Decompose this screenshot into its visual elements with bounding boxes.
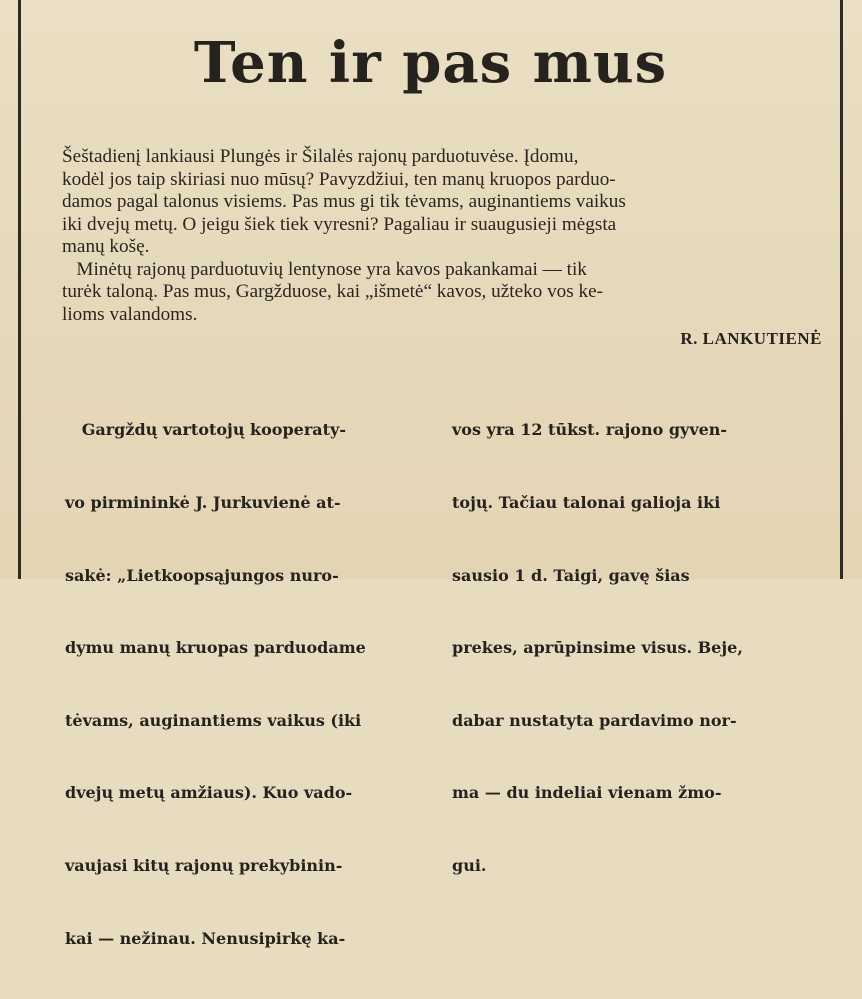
reply-line: prekes, aprūpinsime visus. Beje, xyxy=(452,638,743,658)
reply-line: ma — du indeliai vienam žmo- xyxy=(452,783,722,803)
article-title: Ten ir pas mus xyxy=(193,30,668,96)
frame-rule-right xyxy=(840,0,843,579)
article-intro xyxy=(62,146,822,326)
reply-line: sakė: „Lietkoopsąjungos nuro- xyxy=(65,565,339,585)
intro-line: Minėtų rajonų parduotuvių lentynose yra kavos pakankamai — tik xyxy=(62,258,587,280)
reply-line: dabar nustatyta pardavimo nor- xyxy=(452,710,737,730)
intro-line: damos pagal talonus visiems. Pas mus gi tik tėvams, auginantiems vaikus xyxy=(62,191,626,212)
reply-line: vaujasi kitų rajonų prekybinin- xyxy=(65,856,343,876)
reply-column-left xyxy=(65,370,425,999)
reply-line: tėvams, auginantiems vaikus (iki xyxy=(65,710,362,730)
reply-line: gui. xyxy=(452,856,487,876)
intro-line: iki dvejų metų. O jeigu šiek tiek vyresni? Pagaliau ir suaugusieji mėgsta xyxy=(62,213,617,235)
intro-line: Šeštadienį lankiausi Plungės ir Šilalės rajonų parduotuvėse. Įdomu, xyxy=(62,146,579,167)
reply-line: sausio 1 d. Taigi, gavę šias xyxy=(452,565,690,585)
reply-line: dvejų metų amžiaus). Kuo vado- xyxy=(65,783,353,803)
intro-line: manų košę. xyxy=(62,236,150,257)
reply-line: tojų. Tačiau talonai galioja iki xyxy=(452,493,721,513)
reply-line: vo pirmininkė J. Jurkuvienė at- xyxy=(65,493,341,513)
reply-line: kai — nežinau. Nenusipirkę ka- xyxy=(65,928,346,948)
reply-column-right xyxy=(452,370,812,927)
reply-line: vos yra 12 tūkst. rajono gyven- xyxy=(452,420,728,440)
author-signature: R. LANKUTIENĖ xyxy=(680,329,822,348)
intro-line: kodėl jos taip skiriasi nuo mūsų? Pavyzdžiui, ten manų kruopos parduo- xyxy=(62,168,616,190)
reply-line: dymu manų kruopas parduodame xyxy=(65,638,366,658)
reply-line: Gargždų vartotojų kooperaty- xyxy=(65,420,346,440)
intro-line: turėk taloną. Pas mus, Gargžduose, kai „išmetė“ kavos, užteko vos ke- xyxy=(62,281,604,302)
intro-line: lioms valandoms. xyxy=(62,303,198,325)
